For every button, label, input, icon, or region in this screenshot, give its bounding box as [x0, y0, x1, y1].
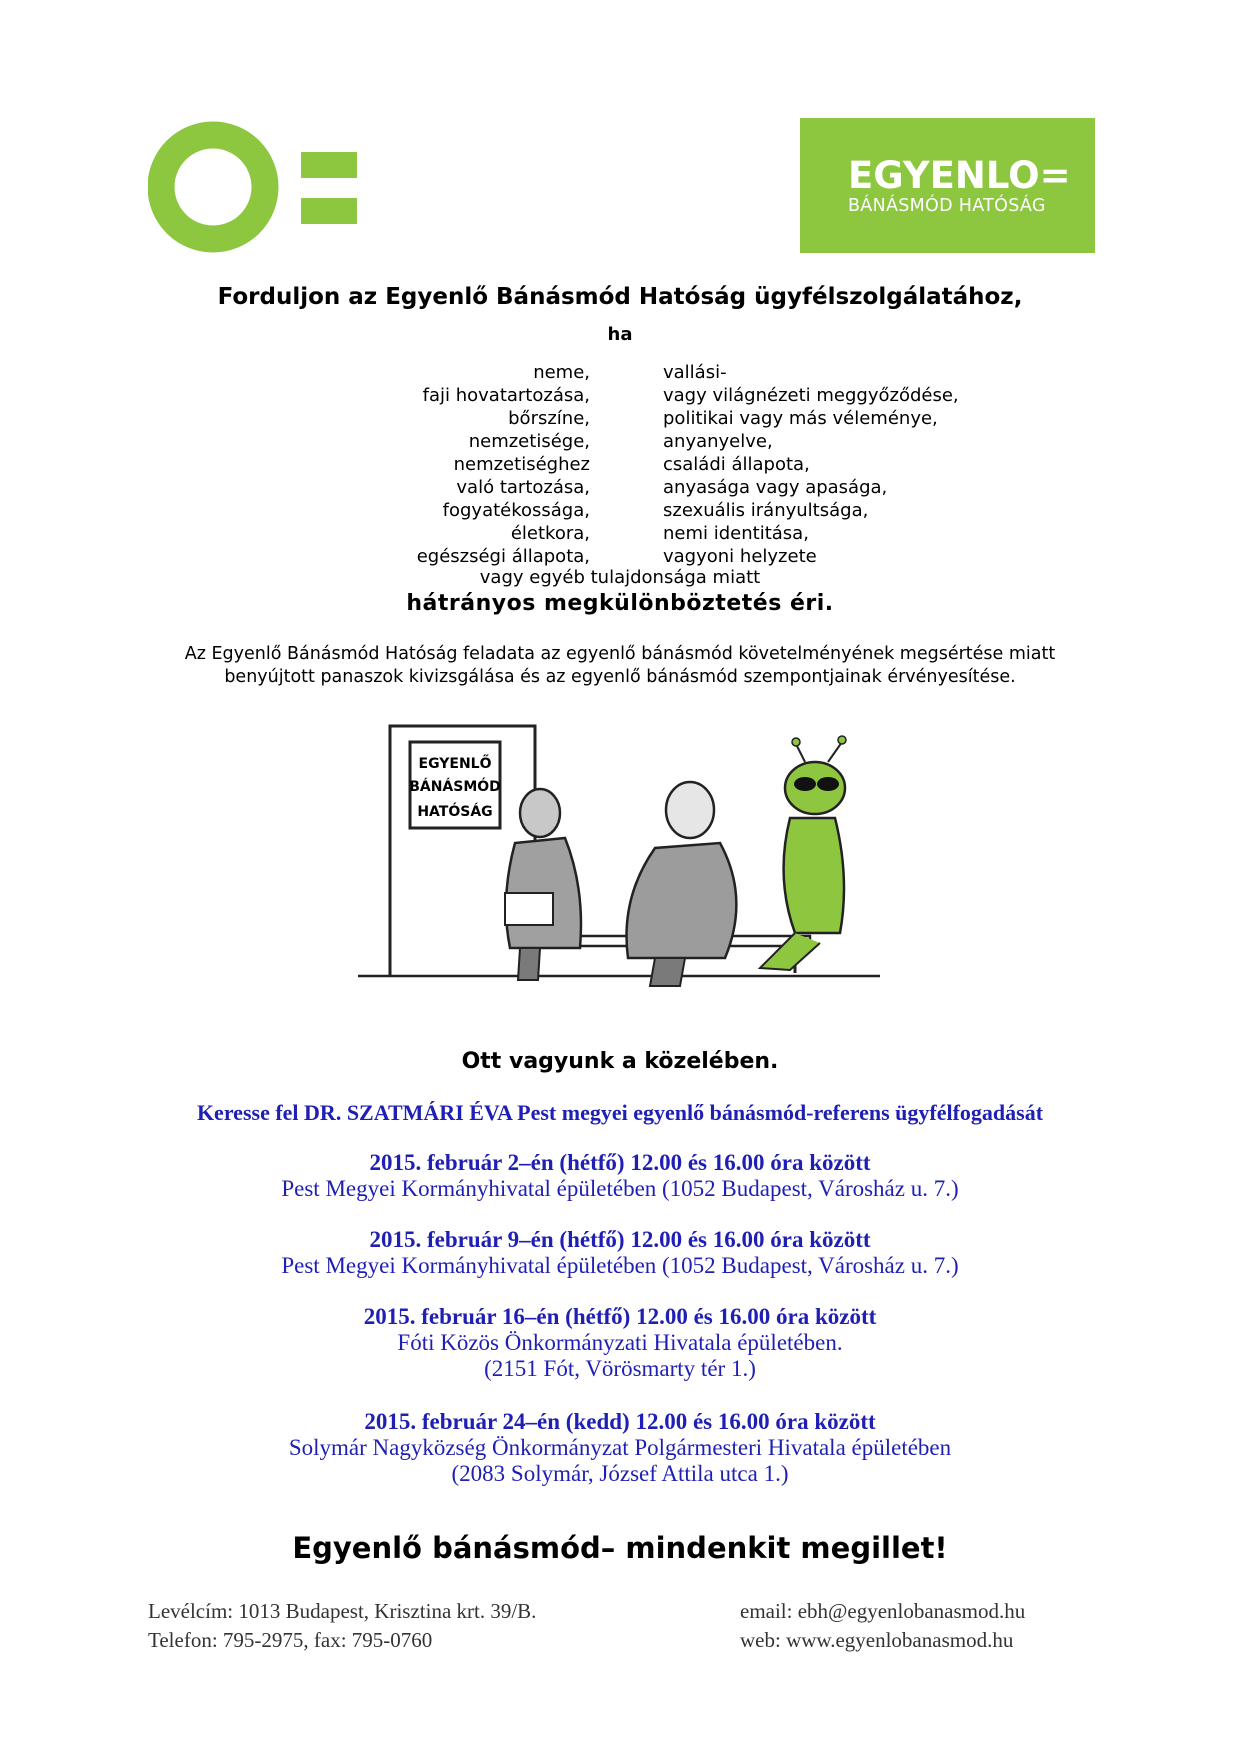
- ground-item: való tartozása,: [456, 477, 590, 498]
- footer-address: Levélcím: 1013 Budapest, Krisztina krt. 39/B.: [148, 1599, 537, 1623]
- ground-item: vallási-: [663, 362, 727, 383]
- ground-item: nemi identitása,: [663, 523, 809, 544]
- ground-item: neme,: [533, 362, 590, 383]
- session-block: [0, 1409, 1240, 1487]
- cartoon-illustration: [350, 718, 890, 1022]
- session-place: Solymár Nagyközség Önkormányzat Polgármesteri Hivatala épületében: [288, 1435, 952, 1460]
- ground-item: bőrszíne,: [508, 408, 590, 429]
- session-place: Pest Megyei Kormányhivatal épületében (1052 Budapest, Városház u. 7.): [281, 1176, 959, 1201]
- description-line: Az Egyenlő Bánásmód Hatóság feladata az egyenlő bánásmód követelményének megsértése miatt: [184, 644, 1056, 664]
- slogan: Egyenlő bánásmód– mindenkit megillet!: [292, 1531, 948, 1565]
- ground-item: anyanyelve,: [663, 431, 773, 452]
- ground-item: vagy világnézeti meggyőződése,: [663, 385, 959, 406]
- authority-description: [0, 643, 1240, 689]
- session-block: [0, 1304, 1240, 1382]
- session-place: (2151 Fót, Vörösmarty tér 1.): [484, 1356, 756, 1381]
- footer-contact-right: [740, 1597, 1025, 1655]
- sign-line: EGYENLŐ: [418, 756, 492, 772]
- man-figure: [505, 789, 581, 980]
- ground-item: életkora,: [510, 523, 590, 544]
- footer-email: email: ebh@egyenlobanasmod.hu: [740, 1599, 1026, 1623]
- session-place: Pest Megyei Kormányhivatal épületében (1052 Budapest, Városház u. 7.): [281, 1253, 959, 1278]
- other-attribute-line: vagy egyéb tulajdonsága miatt: [479, 567, 761, 588]
- session-date: 2015. február 9–én (hétfő) 12.00 és 16.00 óra között: [369, 1227, 871, 1252]
- door-sign: [409, 742, 501, 828]
- discrimination-line: hátrányos megkülönböztetés éri.: [406, 591, 834, 616]
- ground-item: családi állapota,: [663, 454, 810, 475]
- near-you-line: Ott vagyunk a közelében.: [461, 1049, 779, 1074]
- logo-symbol: [148, 120, 370, 259]
- ha-word: ha: [607, 324, 633, 345]
- ground-item: fogyatékossága,: [442, 500, 590, 521]
- sign-line: HATÓSÁG: [417, 804, 493, 820]
- main-heading: Forduljon az Egyenlő Bánásmód Hatóság ügyfélszolgálatához,: [217, 284, 1023, 310]
- footer-phone: Telefon: 795-2975, fax: 795-0760: [148, 1628, 433, 1652]
- session-block: [0, 1150, 1240, 1202]
- ground-item: egészségi állapota,: [416, 546, 590, 567]
- visit-referent-line: Keresse fel DR. SZATMÁRI ÉVA Pest megyei egyenlő bánásmód-referens ügyfélfogadását: [196, 1100, 1044, 1125]
- ground-item: anyasága vagy apasága,: [663, 477, 888, 498]
- grounds-left-column: [417, 361, 590, 568]
- ground-item: faji hovatartozása,: [422, 385, 590, 406]
- footer-contact-left: [148, 1597, 536, 1655]
- ground-item: nemzetiséghez: [453, 454, 590, 475]
- ground-item: nemzetisége,: [468, 431, 590, 452]
- footer-web: web: www.egyenlobanasmod.hu: [740, 1628, 1014, 1652]
- session-date: 2015. február 2–én (hétfő) 12.00 és 16.00 óra között: [369, 1150, 871, 1175]
- logo-word: EGYENLO=: [848, 154, 1071, 197]
- logo-wordmark: [800, 118, 1095, 253]
- sign-line: BÁNÁSMÓD: [409, 779, 501, 795]
- grounds-right-column: [663, 361, 959, 568]
- ground-item: vagyoni helyzete: [663, 546, 817, 567]
- session-place: (2083 Solymár, József Attila utca 1.): [451, 1461, 789, 1486]
- logo-subtitle: BÁNÁSMÓD HATÓSÁG: [848, 196, 1046, 216]
- ground-item: szexuális irányultsága,: [663, 500, 869, 521]
- description-line: benyújtott panaszok kivizsgálása és az egyenlő bánásmód szempontjainak érvényesítése.: [224, 667, 1016, 687]
- ground-item: politikai vagy más véleménye,: [663, 408, 938, 429]
- session-place: Fóti Közös Önkormányzati Hivatala épületében.: [397, 1330, 843, 1355]
- session-date: 2015. február 24–én (kedd) 12.00 és 16.00 óra között: [364, 1409, 876, 1434]
- session-block: [0, 1227, 1240, 1279]
- woman-figure: [627, 782, 737, 986]
- session-date: 2015. február 16–én (hétfő) 12.00 és 16.00 óra között: [363, 1304, 877, 1329]
